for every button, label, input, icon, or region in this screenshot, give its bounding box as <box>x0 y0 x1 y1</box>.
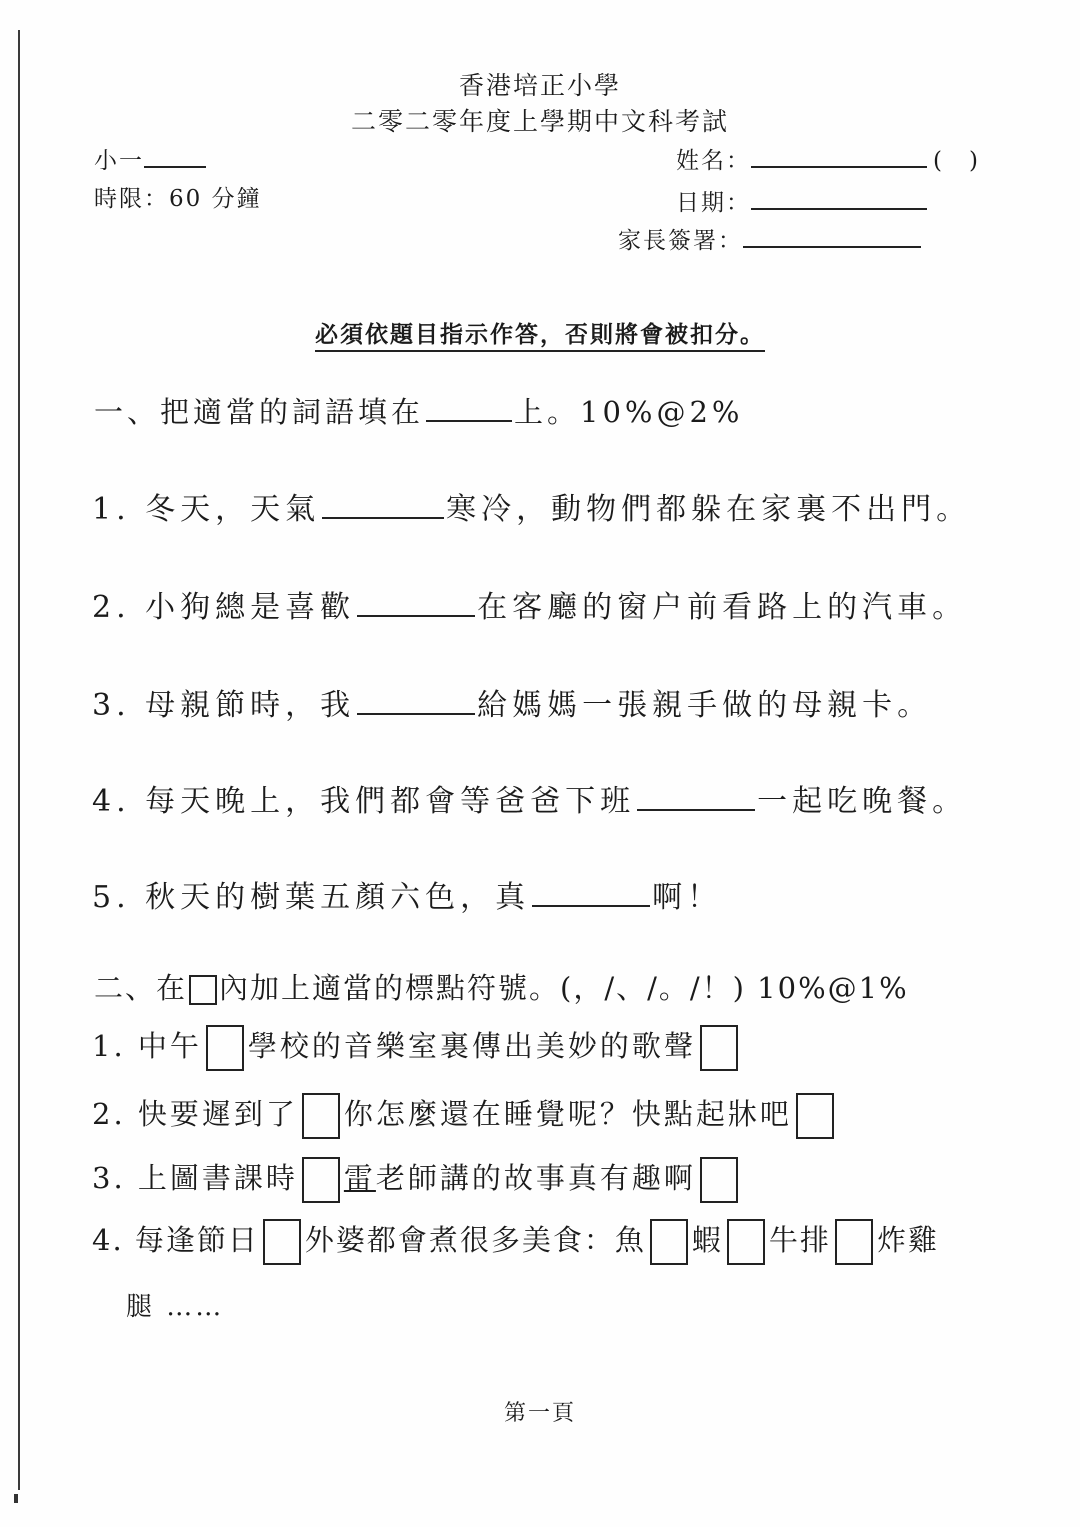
date-label: 日期： <box>676 190 751 216</box>
instruction: 必須依題目指示作答，否則將會被扣分。 <box>315 321 765 352</box>
s2-q1-lead: 1. 中午 <box>92 1029 202 1063</box>
s2-q1-box-2[interactable] <box>700 1025 738 1071</box>
s2-q3-box-1[interactable] <box>302 1157 340 1203</box>
s2-q4-box-1[interactable] <box>263 1219 301 1265</box>
s2-question-1 <box>92 1024 742 1071</box>
s1-q1-blank[interactable] <box>322 491 444 519</box>
s1-q1-post: 寒冷，動物們都躲在家裏不出門。 <box>446 492 972 527</box>
exam-title: 二零二零年度上學期中文科考試 <box>350 107 729 136</box>
class-blank[interactable] <box>144 166 206 168</box>
s1-q2-pre: 2. 小狗總是喜歡 <box>92 590 356 625</box>
s1-q1-pre: 1. 冬天，天氣 <box>92 492 321 527</box>
s2-q4-box-2[interactable] <box>650 1219 688 1265</box>
name-label: 姓名： <box>676 148 751 174</box>
s2-q4-text-a: 外婆都會煮很多美食：魚 <box>304 1223 646 1257</box>
s2-q2-lead: 2. 快要遲到了 <box>92 1097 298 1131</box>
s1-question-2 <box>92 582 967 626</box>
s1-question-5 <box>92 872 722 916</box>
section1-title-post: 上。10%@2% <box>514 395 744 429</box>
s2-q3-proper-name: 雷 <box>343 1161 376 1195</box>
class-label: 小一 <box>94 148 144 174</box>
s1-question-1 <box>92 484 971 528</box>
section1-title-pre: 一、把適當的詞語填在 <box>94 395 425 429</box>
s2-q3-box-2[interactable] <box>700 1157 738 1203</box>
section2-title <box>94 966 909 1007</box>
s1-q3-pre: 3. 母親節時，我 <box>92 688 356 723</box>
section2-title-pre: 二、在 <box>94 971 188 1005</box>
s2-q4-box-3[interactable] <box>727 1219 765 1265</box>
date-blank[interactable] <box>751 208 927 210</box>
class-number-brackets: ( ) <box>933 148 980 174</box>
parent-sign-field <box>618 222 921 255</box>
date-field <box>676 184 927 217</box>
section2-title-post: 內加上適當的標點符號。(，/、/。/！) 10%@1% <box>219 971 909 1005</box>
name-blank[interactable] <box>751 166 927 168</box>
s1-question-4 <box>92 776 967 820</box>
s2-q4-text-d: 炸雞 <box>876 1223 939 1257</box>
s1-q4-blank[interactable] <box>637 783 755 811</box>
scan-speck <box>14 1494 18 1503</box>
class-field <box>94 142 206 175</box>
section2-title-box <box>189 975 217 1005</box>
s1-q3-blank[interactable] <box>357 687 475 715</box>
s2-q3-lead: 3. 上圖書課時 <box>92 1161 298 1195</box>
s2-q1-box-1[interactable] <box>206 1025 244 1071</box>
s1-q2-post: 在客廳的窗户前看路上的汽車。 <box>477 590 968 625</box>
s1-q5-pre: 5. 秋天的樹葉五顏六色，真 <box>92 880 531 915</box>
scan-edge-line <box>18 30 20 1490</box>
s2-q4-text-b: 蝦 <box>691 1223 723 1257</box>
s2-question-4 <box>92 1218 939 1265</box>
time-limit: 時限：60 分鐘 <box>94 186 262 212</box>
s2-q2-box-1[interactable] <box>302 1093 340 1139</box>
s1-q2-blank[interactable] <box>357 589 475 617</box>
s2-question-3 <box>92 1156 742 1203</box>
s2-q2-box-2[interactable] <box>796 1093 834 1139</box>
s1-q3-post: 給媽媽一張親手做的母親卡。 <box>477 688 933 723</box>
section1-title <box>94 390 743 431</box>
parent-sign-blank[interactable] <box>743 246 921 248</box>
s2-question-2 <box>92 1092 838 1139</box>
section1-title-blank <box>426 394 512 422</box>
instruction-wrap <box>0 316 1080 349</box>
name-field <box>676 142 980 175</box>
s1-q4-post: 一起吃晚餐。 <box>757 784 968 819</box>
s2-q4-lead: 4. 每逢節日 <box>92 1223 259 1257</box>
s1-q5-blank[interactable] <box>532 879 650 907</box>
school-name: 香港培正小學 <box>458 71 621 100</box>
s2-q2-text: 你怎麼還在睡覺呢？快點起牀吧 <box>343 1097 792 1131</box>
s1-q4-pre: 4. 每天晚上，我們都會等爸爸下班 <box>92 784 636 819</box>
s1-question-3 <box>92 680 932 724</box>
s2-q3-text: 老師講的故事真有趣啊 <box>375 1161 696 1195</box>
s2-q4-continuation: 腿 …… <box>126 1292 225 1322</box>
s2-q4-text-c: 牛排 <box>768 1223 831 1257</box>
parent-sign-label: 家長簽署： <box>618 228 743 254</box>
page-number: 第一頁 <box>503 1401 576 1426</box>
s2-q1-text: 學校的音樂室裏傳出美妙的歌聲 <box>247 1029 696 1063</box>
s2-q4-box-4[interactable] <box>835 1219 873 1265</box>
s1-q5-post: 啊！ <box>652 880 723 915</box>
